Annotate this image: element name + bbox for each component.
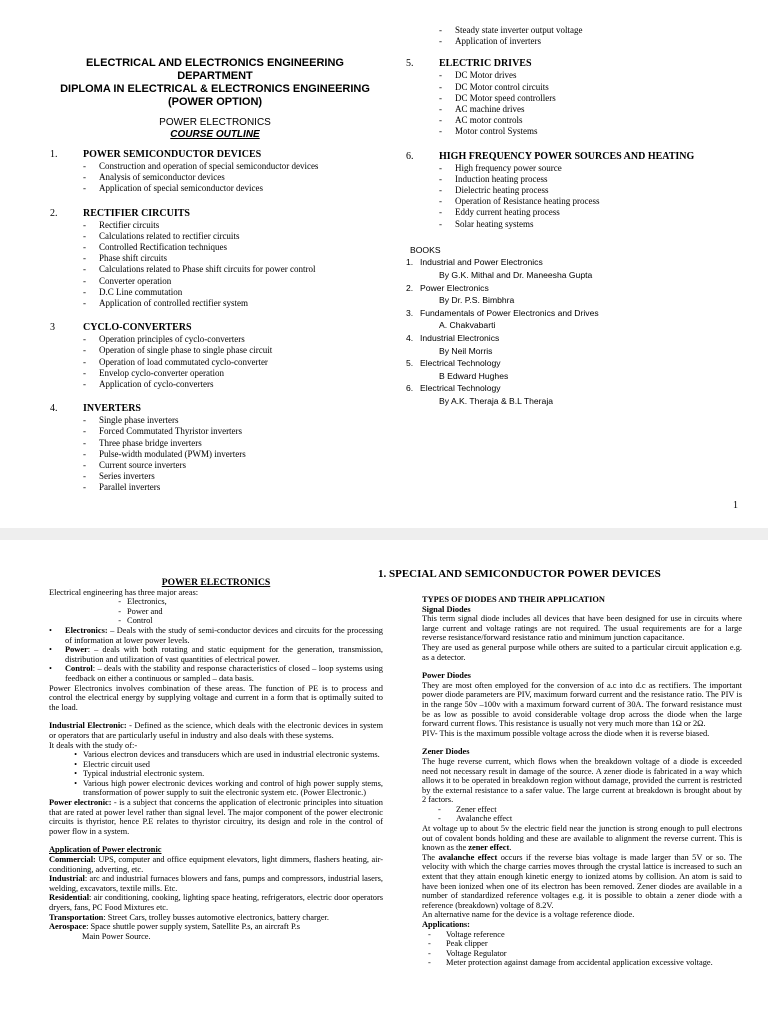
dash-marker: -: [439, 207, 442, 218]
industrial-electronic-paragraph: Industrial Electronic: - Defined as the science, which deals with the electronic devices in system or operators that are particularly useful in industry and also deals with these systems.: [49, 721, 383, 740]
bullet-marker: -: [438, 814, 441, 824]
outline-item: [439, 196, 746, 207]
dash-marker: -: [83, 415, 86, 426]
page-2: [0, 540, 768, 1024]
zener-effects-list: [422, 805, 742, 824]
dash-marker: -: [439, 196, 442, 207]
area-definition-text: [65, 626, 383, 645]
outline-item: [439, 126, 746, 137]
outline-item: [83, 368, 380, 379]
outline-item-text: DC Motor speed controllers: [455, 92, 556, 103]
deals-with-text: It deals with the study of:-: [49, 740, 138, 750]
section-items: [50, 415, 380, 493]
book-author: By Dr. P.S. Bimbhra: [439, 295, 515, 306]
sub-heading: TYPES OF DIODES AND THEIR APPLICATION: [422, 595, 605, 604]
outline-item: [83, 253, 380, 264]
application-details: : arc and industrial furnaces blowers and fans, pumps and compressors, industrial lasers, welding, excavators, textile mills. Etc.: [49, 874, 383, 893]
book-number: 6.: [406, 383, 414, 394]
intro-text: Electrical engineering has three major areas:: [49, 587, 199, 597]
page-1-left-column: [50, 57, 380, 494]
effect-item: [422, 805, 742, 815]
dash-marker: -: [83, 230, 86, 241]
study-item-text: Typical industrial electronic system.: [83, 769, 205, 779]
outline-item-text: Forced Commutated Thyristor inverters: [99, 426, 243, 437]
section-title: INVERTERS: [83, 403, 141, 415]
outline-item-text: Current source inverters: [99, 460, 186, 471]
area-item-text: Electronics,: [127, 597, 167, 607]
outline-item: - Steady state inverter output voltage: [439, 25, 583, 35]
dash-marker: -: [83, 286, 86, 297]
signal-diodes-heading: Signal Diodes: [422, 604, 471, 614]
course-title: POWER ELECTRONICS: [159, 117, 271, 128]
outline-item: [83, 298, 380, 309]
department-header: [50, 57, 380, 109]
application-item: [422, 958, 742, 968]
area-name: Power: [65, 645, 88, 655]
bullet-marker: •: [49, 625, 52, 635]
section-number: 1.: [50, 149, 58, 160]
outline-item: [83, 471, 380, 482]
zener-paragraph: The huge reverse current, which flows when the breakdown voltage of a diode is exceeded need not necessary result in damage of the source. A zener diode is fabricated in a way which allows it to be operated in breakdown region without damage, provided the current is restricted by the external resistance to a safer value. The large current at breakdown is brought about by 2 factors.: [422, 756, 742, 805]
outline-item-text: Operation principles of cyclo-converters: [99, 334, 245, 345]
book-number: 5.: [406, 358, 414, 369]
outline-item: [83, 172, 380, 183]
dash-marker: -: [83, 183, 86, 194]
outline-item-text: Pulse-width modulated (PWM) inverters: [99, 448, 246, 459]
outline-item: [439, 104, 746, 115]
outline-item-text: AC machine drives: [455, 104, 525, 115]
book-number: 3.: [406, 307, 414, 318]
dash-marker: -: [83, 242, 86, 253]
outline-item: [83, 345, 380, 356]
header-line: (POWER OPTION): [167, 96, 263, 108]
section-heading: [50, 322, 380, 334]
book-entry: [406, 282, 746, 295]
outline-item: [83, 334, 380, 345]
applications-heading: Application of Power electronic: [49, 845, 162, 855]
section-number: 6.: [406, 150, 414, 162]
application-sector: Commercial:: [49, 855, 96, 865]
outline-item: [439, 70, 746, 81]
zener-applications-list: [422, 930, 742, 968]
outline-item: [83, 161, 380, 172]
section-items: [50, 220, 380, 310]
book-title: Electrical Technology: [420, 383, 501, 394]
dash-marker: -: [439, 70, 442, 81]
section-number: 5.: [406, 58, 414, 70]
application-item: [422, 949, 742, 959]
dash-marker: -: [83, 161, 86, 171]
outline-item-text: Solar heating systems: [455, 218, 534, 229]
application-entry: [49, 922, 383, 932]
book-title: Industrial and Power Electronics: [420, 257, 543, 268]
book-entry: [406, 256, 746, 269]
area-item-text: Control: [127, 616, 153, 626]
dash-marker: -: [83, 448, 86, 459]
area-definitions: [49, 626, 383, 684]
outline-item: [439, 207, 746, 218]
bullet-marker: -: [118, 606, 121, 616]
bullet-marker: -: [118, 616, 121, 626]
outline-item: [83, 357, 380, 368]
outline-item-text: Operation of load commutated cyclo-converter: [99, 356, 268, 367]
area-item: [97, 616, 383, 626]
dash-marker: -: [83, 275, 86, 286]
outline-item-text: High frequency power source: [455, 162, 562, 173]
outline-item: [83, 438, 380, 449]
study-item-text: Various electron devices and transducers which are used in industrial electronic systems.: [83, 750, 380, 760]
outline-item: [83, 287, 380, 298]
dash-marker: -: [83, 253, 86, 264]
outline-item-text: Motor control Systems: [455, 126, 538, 137]
outline-item: [439, 93, 746, 104]
page-1-right-column: [406, 25, 746, 408]
outline-item-text: Controlled Rectification techniques: [99, 242, 227, 253]
dash-marker: -: [83, 345, 86, 356]
outline-item: [83, 264, 380, 275]
page-separator: [0, 528, 768, 540]
dash-marker: -: [83, 379, 86, 390]
section-title: ELECTRIC DRIVES: [439, 58, 532, 70]
outline-section: [50, 208, 380, 310]
area-definition: [49, 664, 383, 683]
application-item-text: Meter protection against damage from accidental application excessive voltage.: [446, 958, 713, 968]
bullet-marker: -: [428, 948, 431, 958]
bullet-marker: •: [49, 664, 52, 674]
outline-section: [50, 403, 380, 493]
outline-item-text: Operation of single phase to single phase circuit: [99, 345, 273, 356]
book-entry: [406, 307, 746, 320]
application-details: : Street Cars, trolley busses automotive electronics, battery charger.: [103, 912, 329, 922]
bullet-marker: -: [428, 958, 431, 968]
outline-item-text: Application of special semiconductor devices: [99, 183, 263, 194]
outline-item-text: Operation of Resistance heating process: [455, 196, 600, 207]
chapter-heading: 1. SPECIAL AND SEMICONDUCTOR POWER DEVICES: [378, 568, 661, 580]
section-title: HIGH FREQUENCY POWER SOURCES AND HEATING: [439, 150, 695, 162]
outline-item: - Application of inverters: [439, 36, 541, 47]
pe-paragraph: Power Electronics involves combination of these areas. The function of PE is to process and control the electrical energy by supplying voltage and current in a form that is optimally suited to the load.: [49, 683, 383, 712]
effect-item-text: Zener effect: [456, 804, 497, 814]
outline-item-text: DC Motor drives: [455, 70, 517, 81]
outline-item: [439, 219, 746, 230]
outline-item: [83, 276, 380, 287]
area-definition-text: [65, 645, 383, 664]
area-item: [97, 607, 383, 617]
section-heading: [50, 149, 380, 161]
section-number: 4.: [50, 403, 58, 415]
dash-marker: -: [439, 173, 442, 184]
application-details: UPS, computer and office equipment elevators, light dimmers, flashers heating, air-conditioning, adverting, etc.: [49, 855, 383, 874]
book-title: Industrial Electronics: [420, 333, 500, 343]
application-entry: [49, 855, 383, 874]
signal-diodes-paragraph: They are used as general purpose while others are suited to a particular circuit application e.g. as a detector.: [422, 642, 742, 662]
study-item: [53, 750, 383, 760]
power-diodes-heading: Power Diodes: [422, 671, 471, 681]
outline-item-text: Eddy current heating process: [455, 207, 560, 218]
section-items: [50, 161, 380, 195]
outline-item-text: Analysis of semiconductor devices: [99, 172, 225, 183]
bullet-marker: -: [428, 929, 431, 939]
outline-item: [83, 426, 380, 437]
outline-item-text: D.C Line commutation: [99, 286, 183, 297]
page-2-right-column: [378, 568, 742, 968]
piv-definition: PIV- This is the maximum possible voltage across the diode when it is reverse biased.: [422, 728, 710, 738]
section-title: POWER ELECTRONICS: [161, 577, 271, 588]
book-title: Electrical Technology: [420, 358, 501, 369]
book-author: B Edward Hughes: [439, 370, 509, 381]
section-heading: [50, 208, 380, 220]
outline-item-text: Dielectric heating process: [455, 185, 549, 196]
bullet-marker: -: [118, 597, 121, 607]
page-number: 1: [733, 500, 738, 511]
dash-marker: -: [439, 162, 442, 173]
application-item-text: Peak clipper: [446, 939, 488, 949]
outline-item: [83, 482, 380, 493]
outline-item-text: Three phase bridge inverters: [99, 437, 202, 448]
outline-item-text: Phase shift circuits: [99, 253, 167, 264]
course-sections-left: [50, 149, 380, 494]
outline-item: [83, 220, 380, 231]
section-heading: [406, 58, 746, 70]
dash-marker: -: [83, 482, 86, 493]
book-number: 1.: [406, 257, 414, 268]
application-entry: [49, 874, 383, 893]
outline-item-text: Series inverters: [99, 471, 155, 482]
outline-item: [439, 174, 746, 185]
header-line: DIPLOMA IN ELECTRICAL & ELECTRONICS ENGINEERING: [60, 83, 370, 95]
outline-item: [439, 82, 746, 93]
outline-section: [406, 151, 746, 230]
outline-item: [83, 449, 380, 460]
areas-list: [49, 597, 383, 626]
dash-marker: -: [83, 298, 86, 309]
applications-last-line: Main Power Source.: [82, 931, 151, 941]
outline-item-text: Application of cyclo-converters: [99, 379, 214, 390]
area-description: : – deals with the stability and response characteristics of closed – loop systems using feedback on either a continuous or sampled – data basis.: [65, 664, 383, 683]
area-description: – Deals with the study of semi-conductor devices and circuits for the processing of information at lower power levels.: [65, 625, 383, 645]
outline-item-text: Envelop cyclo-converter operation: [99, 367, 224, 378]
area-name: Control: [65, 664, 93, 674]
zener-diodes-heading: Zener Diodes: [422, 747, 470, 757]
area-definition: [49, 645, 383, 664]
application-details: : air conditioning, cooking, lighting space heating, refrigerators, electric door operators dryers, fans, PC Food Mixtures etc.: [49, 893, 383, 912]
section-title: POWER SEMICONDUCTOR DEVICES: [83, 149, 262, 160]
outline-item-text: Construction and operation of special semiconductor devices: [99, 161, 319, 171]
dash-marker: -: [439, 81, 442, 92]
book-number: 2.: [406, 282, 414, 293]
avalanche-effect-paragraph: The avalanche effect occurs if the reverse bias voltage is made larger than 5V or so. The velocity with which the charge carries moves through the crystal lattice is increased to such an extent that they attain enough kinetic energy to ionized atoms by collision. An atom is said to have been ionized when one of its electron has been removed. Zener diodes are available in a number of standardized reference voltages e.g. it is possible to obtain a zener diode with a reference (breakdown) voltage of 8.2V.: [422, 852, 742, 910]
dash-marker: -: [83, 426, 86, 437]
outline-item-text: Calculations related to rectifier circuits: [99, 230, 240, 241]
section-items: [50, 334, 380, 390]
alternative-name-text: An alternative name for the device is a voltage reference diode.: [422, 910, 635, 920]
zener-effect-paragraph: At voltage up to about 5v the electric field near the junction is strong enough to pull electrons out of covalent bonds holding and these are available to alignment the reverse current. This is known as the zener effect.: [422, 824, 742, 853]
section-items: [406, 70, 746, 137]
outline-section: [50, 322, 380, 390]
bullet-marker: •: [74, 759, 77, 769]
applications-list: [49, 855, 383, 932]
outline-item: [83, 183, 380, 194]
books-heading: BOOKS: [410, 244, 441, 255]
application-sector: Transportation: [49, 912, 104, 922]
bullet-marker: •: [49, 645, 52, 655]
book-title: Fundamentals of Power Electronics and Drives: [420, 307, 599, 318]
dash-marker: -: [439, 185, 442, 196]
outline-item: [83, 242, 380, 253]
dash-marker: -: [83, 334, 86, 345]
outline-item: [83, 379, 380, 390]
book-author: By Neil Morris: [439, 345, 493, 356]
outline-item-text: Induction heating process: [455, 173, 548, 184]
application-item: [422, 939, 742, 949]
study-item-text: Electric circuit used: [83, 759, 150, 769]
book-entry: [406, 332, 746, 345]
outline-item-text: Converter operation: [99, 275, 172, 286]
outline-item: [83, 415, 380, 426]
header-line: DEPARTMENT: [177, 70, 253, 82]
dash-marker: -: [83, 219, 86, 230]
study-item: [53, 769, 383, 779]
outline-item-text: AC motor controls: [455, 115, 523, 126]
bullet-marker: -: [438, 804, 441, 814]
application-item-text: Voltage Regulator: [446, 948, 507, 958]
outline-item-text: Application of controlled rectifier system: [99, 298, 248, 309]
study-item-text: Various high power electronic devices working and control of high power supply stems, transformation of power supply to suit the electronic system etc. (Power Electronic.): [83, 778, 383, 798]
outline-item: [83, 231, 380, 242]
outline-section: [50, 149, 380, 195]
outline-section: [406, 58, 746, 137]
area-item-text: Power and: [127, 606, 163, 616]
section-heading: [406, 151, 746, 163]
bullet-marker: -: [428, 939, 431, 949]
outline-item: [83, 460, 380, 471]
application-entry: [49, 913, 383, 923]
area-description: : – deals with both rotating and static equipment for the generation, transmission, distribution and utilization of vast quantities of electrical power.: [65, 645, 383, 664]
section-title: RECTIFIER CIRCUITS: [83, 207, 190, 219]
section-heading: [50, 403, 380, 415]
section-number: 2.: [50, 207, 58, 219]
application-item: [422, 930, 742, 940]
dash-marker: -: [83, 356, 86, 367]
header-line: ELECTRICAL AND ELECTRONICS ENGINEERING: [86, 57, 344, 69]
study-item: [53, 779, 383, 798]
bullet-marker: •: [74, 778, 77, 788]
book-author: A. Chakvabarti: [439, 320, 496, 331]
dash-marker: -: [439, 218, 442, 229]
application-sector: Aerospace: [49, 922, 87, 932]
section-items: [406, 163, 746, 230]
outline-item: [439, 185, 746, 196]
effect-item-text: Avalanche effect: [456, 814, 513, 824]
dash-marker: -: [83, 264, 86, 275]
applications-heading: Applications:: [422, 920, 470, 929]
signal-diodes-paragraph: This term signal diode includes all devices that have been designed for use in circuits where large current and voltage ratings are not required. The usual requirements are for a large reverse resistance/forward resistance ratio and minimum junction capacitance.: [422, 614, 742, 643]
books-list: [406, 244, 746, 408]
book-author: By G.K. Mithal and Dr. Maneesha Gupta: [439, 270, 593, 281]
inverters-continued: [406, 25, 746, 47]
study-item: [53, 760, 383, 770]
book-author: By A.K. Theraja & B.L Theraja: [439, 395, 554, 406]
book-entry: [406, 382, 746, 395]
dash-marker: -: [439, 92, 442, 103]
outline-item: [439, 163, 746, 174]
dash-marker: -: [439, 126, 442, 137]
outline-item: [439, 115, 746, 126]
power-electronic-paragraph: Power electronic: - is a subject that concerns the application of electronic principles into situation that are rated at power level rather than signal level. The major component of the power electronic circuits is thyristor, hence P.E relates to thyristor circuitry, its design and role in the control of power flow in a system.: [49, 798, 383, 836]
page-2-left-column: [49, 578, 383, 941]
dash-marker: -: [83, 172, 86, 183]
area-item: [97, 597, 383, 607]
application-entry: [49, 893, 383, 912]
book-title: Power Electronics: [420, 282, 489, 293]
application-details: : Space shuttle power supply system, Satellite P.s, an aircraft P.s: [86, 922, 301, 932]
course-subtitle: COURSE OUTLINE: [170, 129, 260, 140]
outline-item-text: Calculations related to Phase shift circuits for power control: [99, 264, 316, 275]
section-number: 3: [50, 322, 55, 334]
dash-marker: -: [83, 460, 86, 471]
dash-marker: -: [439, 115, 442, 126]
outline-item-text: Parallel inverters: [99, 482, 161, 493]
dash-marker: -: [83, 367, 86, 378]
section-title: CYCLO-CONVERTERS: [83, 322, 192, 334]
outline-item-text: Rectifier circuits: [99, 219, 160, 230]
bullet-marker: •: [74, 750, 77, 760]
application-sector: Residential: [49, 893, 90, 903]
dash-marker: -: [83, 437, 86, 448]
area-name: Electronics:: [65, 625, 108, 635]
bullet-marker: •: [74, 769, 77, 779]
outline-item-text: DC Motor control circuits: [455, 81, 549, 92]
book-entry: [406, 357, 746, 370]
power-diodes-paragraph: They are most often employed for the conversion of a.c into d.c as rectifiers. The important power diode parameters are PIV, maximum forward current and the resistance ratio. The PIV is in the range 50v –100v with a maximum forward current of 30A. The forward resistance must be as low as possible to avoid considerable voltage drop across the diode when the large forward current flows. This resistance is usually not very much more than 1Ω or 2Ω.: [422, 680, 742, 729]
dash-marker: -: [439, 104, 442, 115]
dash-marker: -: [83, 471, 86, 482]
industrial-electronic-list: [49, 750, 383, 798]
application-sector: Industrial: [49, 874, 85, 884]
area-definition: [49, 626, 383, 645]
outline-item-text: Single phase inverters: [99, 415, 179, 426]
application-item-text: Voltage reference: [446, 929, 505, 939]
course-sections-right: [406, 58, 746, 229]
effect-item: [422, 814, 742, 824]
book-number: 4.: [406, 333, 414, 343]
area-definition-text: [65, 664, 383, 683]
